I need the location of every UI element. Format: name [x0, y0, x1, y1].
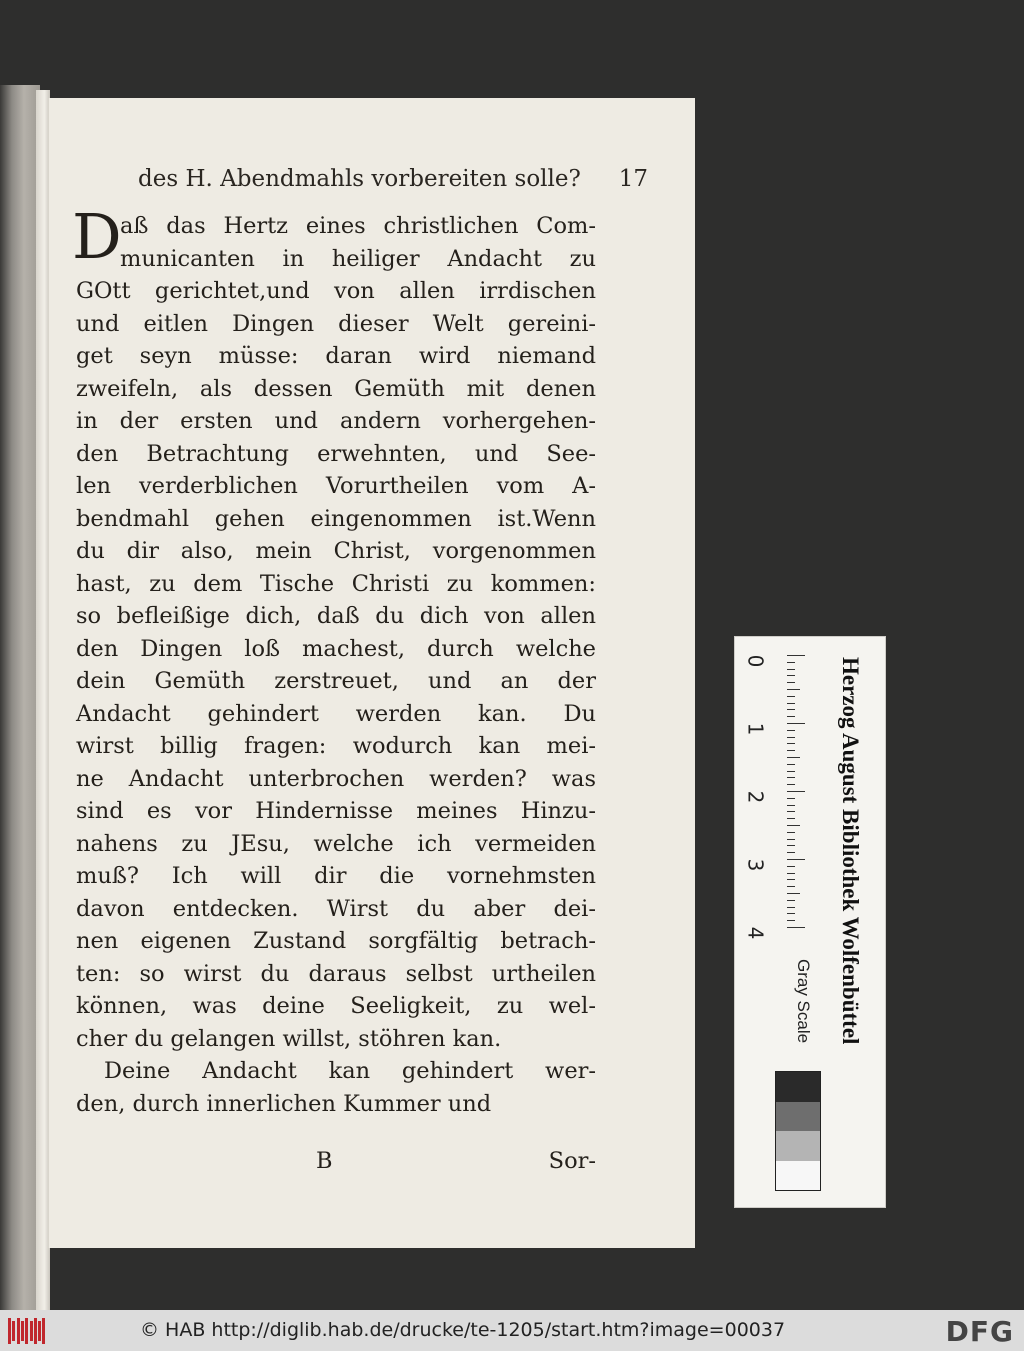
text-line: dein Gemüth zerstreuet, und an der: [76, 668, 596, 694]
gray-swatch: [776, 1072, 820, 1102]
text-line: davon entdecken. Wirst du aber dei-: [76, 895, 596, 922]
gray-scale-label: [791, 959, 821, 1069]
ruler-tick: [787, 798, 795, 799]
ruler-tick: [787, 805, 795, 806]
text-line: ne Andacht unterbrochen werden? was: [76, 765, 596, 792]
library-name: Herzog August Bibliothek Wolfenbüttel: [838, 657, 863, 1045]
ruler-tick: [787, 825, 800, 826]
gray-scale-text: Gray Scale: [794, 959, 813, 1044]
ruler-tick: [787, 689, 800, 690]
ruler-number: 4: [743, 926, 768, 940]
text-line: sind es vor Hindernisse meines Hinzu-: [76, 798, 596, 824]
text-line: aß das Hertz eines christlichen Com-: [120, 213, 596, 239]
text-line: so befleißige dich, daß du dich von allen: [76, 603, 596, 629]
text-line: len verderblichen Vorurtheilen vom A-: [76, 473, 596, 499]
logo-bar: [30, 1321, 33, 1341]
text-line: den Betrachtung erwehnten, und See-: [76, 440, 596, 467]
ruler-tick: [787, 859, 805, 860]
text-line: municanten in heiliger Andacht zu: [120, 245, 596, 272]
ruler-tick: [787, 920, 795, 921]
ruler-tick: [787, 913, 795, 914]
ruler-tick: [787, 852, 795, 853]
ruler-tick: [787, 927, 805, 928]
ruler-tick: [787, 750, 795, 751]
ruler-tick: [787, 669, 795, 670]
text-line: cher du gelangen willst, stöhren kan.: [76, 1025, 502, 1052]
text-line: in der ersten und andern vorhergehen-: [76, 408, 596, 434]
text-lines: [76, 210, 596, 1120]
color-scale-card: [734, 636, 886, 1208]
text-line: den Dingen loß machest, durch welche: [76, 635, 596, 662]
text-line: get seyn müsse: daran wird niemand: [76, 343, 596, 369]
ruler-tick: [787, 675, 795, 676]
text-line: GOtt gerichtet,und von allen irrdischen: [76, 278, 596, 304]
text-line: nahens zu JEsu, welche ich vermeiden: [76, 830, 596, 857]
catchword: Sor-: [548, 1148, 596, 1174]
text-line: muß? Ich will dir die vornehmsten: [76, 863, 596, 889]
ruler-tick: [787, 709, 795, 710]
ruler-numbers: [739, 649, 779, 949]
page-number: 17: [618, 166, 648, 192]
ruler-tick: [787, 839, 795, 840]
ruler-tick: [787, 655, 805, 656]
text-line: hast, zu dem Tische Christi zu kommen:: [76, 570, 596, 597]
logo-bar: [8, 1318, 11, 1344]
ruler-number: 1: [743, 722, 768, 736]
ruler-tick: [787, 886, 795, 887]
text-line: bendmahl gehen eingenommen ist.Wenn: [76, 505, 596, 532]
ruler-tick: [787, 737, 795, 738]
ruler-tick: [787, 832, 795, 833]
ruler-tick: [787, 723, 805, 724]
logo-bar: [38, 1321, 41, 1341]
body-text: [72, 200, 596, 1120]
ruler-tick: [787, 662, 795, 663]
text-line: und eitlen Dingen dieser Welt gereini-: [76, 310, 596, 337]
ruler-tick: [787, 757, 800, 758]
gray-swatch: [776, 1102, 820, 1132]
ruler-tick: [787, 866, 795, 867]
ruler-tick: [787, 784, 795, 785]
ruler-tick: [787, 730, 795, 731]
text-line: du dir also, mein Christ, vorgenommen: [76, 538, 596, 564]
ruler-tick: [787, 777, 795, 778]
ruler-tick: [787, 845, 795, 846]
text-line: zweifeln, als dessen Gemüth mit denen: [76, 375, 596, 402]
ruler-tick: [787, 873, 795, 874]
dfg-logo: DFG: [945, 1315, 1014, 1348]
ruler-tick: [787, 764, 795, 765]
ruler-tick: [787, 893, 800, 894]
ruler-tick: [787, 818, 795, 819]
scale-card-title: [831, 657, 871, 1187]
ruler-tick: [787, 771, 795, 772]
ruler-ticks: [787, 655, 805, 945]
signature-mark: B: [316, 1148, 333, 1174]
ruler-tick: [787, 703, 795, 704]
ruler-tick: [787, 716, 795, 717]
hab-logo-icon: [8, 1318, 48, 1344]
text-line: den, durch innerlichen Kummer und: [76, 1090, 492, 1117]
logo-bar: [25, 1318, 28, 1344]
ruler-number: 0: [743, 654, 768, 668]
ruler-tick: [787, 811, 795, 812]
footer-bar: [0, 1310, 1024, 1351]
text-line: können, was deine Seeligkeit, zu wel-: [76, 993, 596, 1019]
ruler-tick: [787, 900, 795, 901]
ruler-tick: [787, 696, 795, 697]
ruler-tick: [787, 743, 795, 744]
text-line: Deine Andacht kan gehindert wer-: [104, 1058, 596, 1084]
gray-swatch: [776, 1131, 820, 1161]
book-page: [48, 98, 695, 1248]
text-line: nen eigenen Zustand sorgfältig betrach-: [76, 928, 596, 954]
logo-bar: [42, 1318, 45, 1344]
previous-page-edge: [0, 85, 40, 1310]
drop-cap: D: [72, 200, 122, 273]
ruler-number: 3: [743, 858, 768, 872]
running-title: des H. Abendmahls vorbereiten solle?: [138, 166, 581, 192]
text-line: wirst billig fragen: wodurch kan mei-: [76, 733, 596, 759]
gray-swatches: [775, 1071, 821, 1191]
logo-bar: [17, 1318, 20, 1344]
logo-bar: [21, 1321, 24, 1341]
running-head: [138, 160, 648, 200]
text-line: ten: so wirst du daraus selbst urtheilen: [76, 960, 596, 987]
gray-swatch: [776, 1161, 820, 1191]
ruler-tick: [787, 791, 805, 792]
logo-bar: [34, 1318, 37, 1344]
logo-bar: [12, 1321, 15, 1341]
copyright-url: © HAB http://diglib.hab.de/drucke/te-1205/start.htm?image=00037: [140, 1319, 786, 1341]
ruler-tick: [787, 879, 795, 880]
ruler-number: 2: [743, 790, 768, 804]
page-footer-line: [76, 1148, 596, 1180]
text-line: Andacht gehindert werden kan. Du: [76, 700, 596, 727]
ruler-tick: [787, 907, 795, 908]
ruler-tick: [787, 682, 795, 683]
